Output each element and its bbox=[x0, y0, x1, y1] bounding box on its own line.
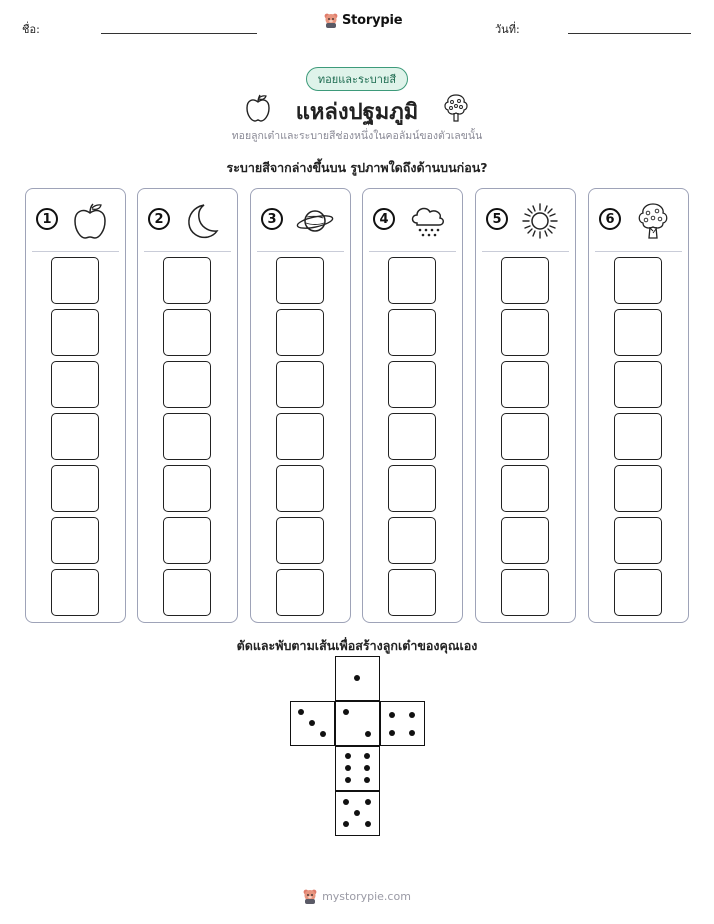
activity-badge: ทอยและระบายสี bbox=[306, 67, 408, 91]
color-cell[interactable] bbox=[276, 413, 324, 460]
instructions: ทอยลูกเต๋าและระบายสีช่องหนึ่งในคอลัมน์ของตัวเลขนั้น bbox=[231, 130, 483, 142]
color-cell[interactable] bbox=[501, 569, 549, 616]
color-cell[interactable] bbox=[501, 413, 549, 460]
column-1 bbox=[25, 188, 126, 623]
column-number: 3 bbox=[261, 208, 283, 230]
dice-face-4[interactable] bbox=[380, 701, 425, 746]
dice-face-3[interactable] bbox=[290, 701, 335, 746]
date-label: วันที่: bbox=[495, 23, 520, 36]
column-2 bbox=[137, 188, 238, 623]
color-cell[interactable] bbox=[501, 257, 549, 304]
column-5 bbox=[475, 188, 576, 623]
dice-face-6[interactable] bbox=[335, 746, 380, 791]
color-cell[interactable] bbox=[51, 517, 99, 564]
color-cell[interactable] bbox=[51, 361, 99, 408]
column-number: 4 bbox=[373, 208, 395, 230]
column-header bbox=[138, 189, 237, 251]
column-6 bbox=[588, 188, 689, 623]
column-header bbox=[589, 189, 688, 251]
color-cell[interactable] bbox=[276, 517, 324, 564]
color-cell[interactable] bbox=[51, 413, 99, 460]
dice-face-5[interactable] bbox=[335, 791, 380, 836]
tree-title-icon bbox=[440, 92, 472, 124]
color-cell[interactable] bbox=[388, 309, 436, 356]
color-cell[interactable] bbox=[614, 257, 662, 304]
color-cell[interactable] bbox=[614, 517, 662, 564]
color-cell[interactable] bbox=[614, 465, 662, 512]
bear-mascot-icon bbox=[303, 888, 317, 904]
dice-face-2[interactable] bbox=[335, 701, 380, 746]
color-cell[interactable] bbox=[501, 309, 549, 356]
color-cell[interactable] bbox=[388, 413, 436, 460]
column-number: 2 bbox=[148, 208, 170, 230]
column-number: 1 bbox=[36, 208, 58, 230]
color-cell[interactable] bbox=[163, 465, 211, 512]
column-header bbox=[26, 189, 125, 251]
color-cell[interactable] bbox=[163, 361, 211, 408]
brand-logo bbox=[324, 12, 402, 28]
color-cell[interactable] bbox=[614, 413, 662, 460]
color-cell[interactable] bbox=[51, 465, 99, 512]
date-line[interactable] bbox=[568, 33, 691, 34]
column-header bbox=[363, 189, 462, 251]
brand-name: Storypie bbox=[342, 12, 403, 28]
color-cell[interactable] bbox=[276, 257, 324, 304]
color-cell[interactable] bbox=[163, 517, 211, 564]
moon-icon bbox=[182, 201, 222, 241]
color-cell[interactable] bbox=[388, 257, 436, 304]
color-cell[interactable] bbox=[614, 361, 662, 408]
color-cell[interactable] bbox=[163, 309, 211, 356]
color-cell[interactable] bbox=[163, 413, 211, 460]
question-text: ระบายสีจากล่างขึ้นบน รูปภาพใดถึงด้านบนก่อน? bbox=[226, 160, 488, 175]
bear-mascot-icon bbox=[324, 12, 338, 28]
color-cell[interactable] bbox=[276, 569, 324, 616]
color-cell[interactable] bbox=[388, 361, 436, 408]
sun-icon bbox=[520, 201, 560, 241]
color-cell[interactable] bbox=[51, 257, 99, 304]
color-cell[interactable] bbox=[501, 517, 549, 564]
color-cell[interactable] bbox=[614, 569, 662, 616]
cut-instruction: ตัดและพับตามเส้นเพื่อสร้างลูกเต๋าของคุณเอง bbox=[236, 638, 478, 653]
color-cell[interactable] bbox=[388, 465, 436, 512]
apple-tree-icon bbox=[633, 201, 673, 241]
color-cell[interactable] bbox=[163, 257, 211, 304]
column-header bbox=[251, 189, 350, 251]
color-cell[interactable] bbox=[501, 361, 549, 408]
planet-icon bbox=[295, 201, 335, 241]
rain-cloud-icon bbox=[407, 201, 447, 241]
color-cell[interactable] bbox=[51, 309, 99, 356]
color-cell[interactable] bbox=[276, 465, 324, 512]
column-number: 5 bbox=[486, 208, 508, 230]
column-3 bbox=[250, 188, 351, 623]
color-cell[interactable] bbox=[388, 569, 436, 616]
footer-url[interactable]: mystorypie.com bbox=[322, 889, 411, 903]
color-cell[interactable] bbox=[614, 309, 662, 356]
color-cell[interactable] bbox=[163, 569, 211, 616]
color-cell[interactable] bbox=[276, 361, 324, 408]
color-cell[interactable] bbox=[501, 465, 549, 512]
color-cell[interactable] bbox=[276, 309, 324, 356]
apple-icon bbox=[70, 201, 110, 241]
color-cell[interactable] bbox=[388, 517, 436, 564]
name-label: ชื่อ: bbox=[22, 23, 40, 36]
dice-face-1[interactable] bbox=[335, 656, 380, 701]
column-number: 6 bbox=[599, 208, 621, 230]
name-line[interactable] bbox=[101, 33, 257, 34]
footer bbox=[0, 888, 714, 904]
page-title: แหล่งปฐมภูมิ bbox=[295, 100, 419, 125]
column-header bbox=[476, 189, 575, 251]
color-cell[interactable] bbox=[51, 569, 99, 616]
column-4 bbox=[362, 188, 463, 623]
